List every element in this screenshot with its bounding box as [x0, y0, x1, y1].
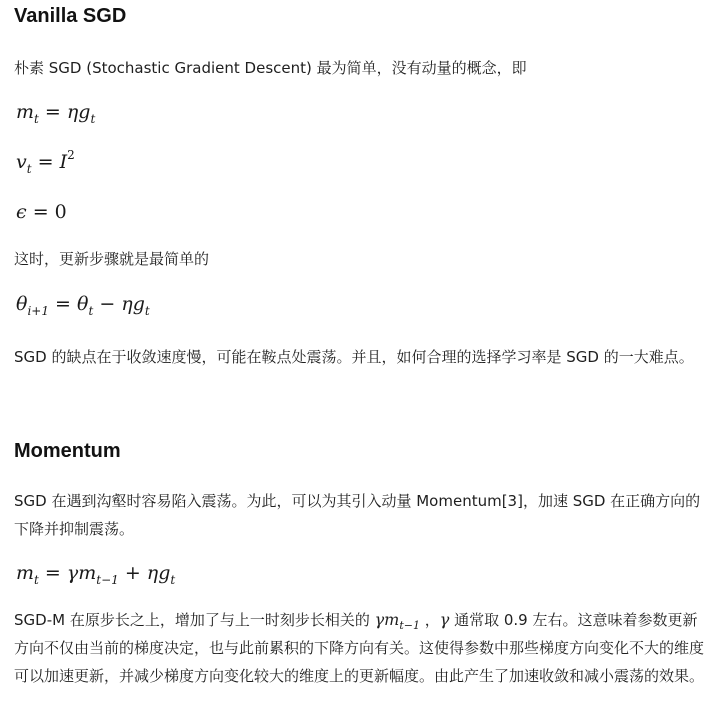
ieq-gamma: γ	[374, 610, 385, 629]
equation-velocity	[16, 148, 75, 176]
equation-epsilon	[16, 201, 67, 223]
eq-gamma: γ	[66, 562, 79, 584]
desc-text-1: SGD-M 在原步长之上，增加了与上一时刻步长相关的	[14, 611, 375, 629]
section-title-vanilla-sgd: Vanilla SGD	[14, 5, 127, 27]
desc-text-2: 通常取 0.9 左右。这意味着参数更新方向不仅由当前的梯度决定，也与此前累积的下降方向有关。这使得参数中那些梯度方向变化不大的维度可以加速更新，并减少梯度方向变化较大的维度上的更新幅度。由此产生了加速收敛和减小震荡的效果。	[14, 611, 705, 685]
eq-g: g	[78, 101, 91, 123]
eq-sup-2: 2	[67, 148, 75, 162]
eq-m: m	[78, 562, 97, 584]
eq-zero: 0	[54, 201, 67, 223]
ieq-gamma2: γ	[439, 610, 450, 629]
eq-m: m	[16, 562, 35, 584]
vanilla-sgd-drawback: SGD 的缺点在于收敛速度慢，可能在鞍点处震荡。并且，如何合理的选择学习率是 SGD 的一大难点。	[14, 348, 694, 366]
inline-eq-gamma	[440, 610, 450, 629]
inline-eq-gamma-m	[374, 610, 420, 632]
update-intro: 这时，更新步骤就是最简单的	[14, 250, 210, 268]
eq-m: m	[16, 101, 35, 123]
equation-momentum-vanilla	[16, 101, 96, 126]
equation-update	[16, 293, 150, 318]
section-title-momentum: Momentum	[14, 440, 121, 462]
eq-equals: =	[44, 101, 61, 123]
eq-sub-t: t	[34, 573, 39, 587]
eq-sub-i1: i+1	[27, 304, 49, 318]
eq-sub-t: t	[88, 304, 94, 318]
eq-sub-t: t	[170, 573, 176, 587]
eq-equals: =	[37, 151, 54, 173]
eq-g: g	[132, 293, 145, 315]
eq-sub-t: t	[26, 162, 32, 176]
eq-sub-t: t	[90, 112, 96, 126]
ieq-m: m	[384, 610, 400, 629]
eq-equals: =	[55, 293, 71, 315]
eq-g: g	[158, 562, 171, 584]
eq-theta: θ	[77, 293, 89, 315]
eq-I: I	[59, 151, 68, 173]
eq-epsilon: ϵ	[16, 201, 27, 223]
momentum-description	[14, 606, 704, 690]
desc-sep: ，	[419, 611, 440, 629]
eq-theta: θ	[16, 293, 28, 315]
eq-eta: η	[66, 101, 79, 123]
momentum-intro: SGD 在遇到沟壑时容易陷入震荡。为此，可以为其引入动量 Momentum[3]，加速 SGD 在正确方向的下降并抑制震荡。	[14, 492, 701, 538]
eq-equals: =	[32, 201, 49, 223]
eq-sub-tm1: t−1	[96, 573, 119, 587]
eq-sub-t: t	[34, 112, 39, 126]
ieq-sub-tm1: t−1	[399, 619, 420, 632]
eq-eta: η	[121, 293, 133, 315]
equation-momentum	[16, 562, 176, 587]
eq-equals: =	[44, 562, 61, 584]
eq-v: v	[16, 151, 27, 173]
eq-sub-t: t	[144, 304, 150, 318]
eq-minus: −	[99, 293, 116, 315]
vanilla-sgd-intro: 朴素 SGD (Stochastic Gradient Descent) 最为简单，没有动量的概念，即	[14, 59, 527, 77]
eq-plus: +	[124, 562, 141, 584]
eq-eta: η	[146, 562, 159, 584]
